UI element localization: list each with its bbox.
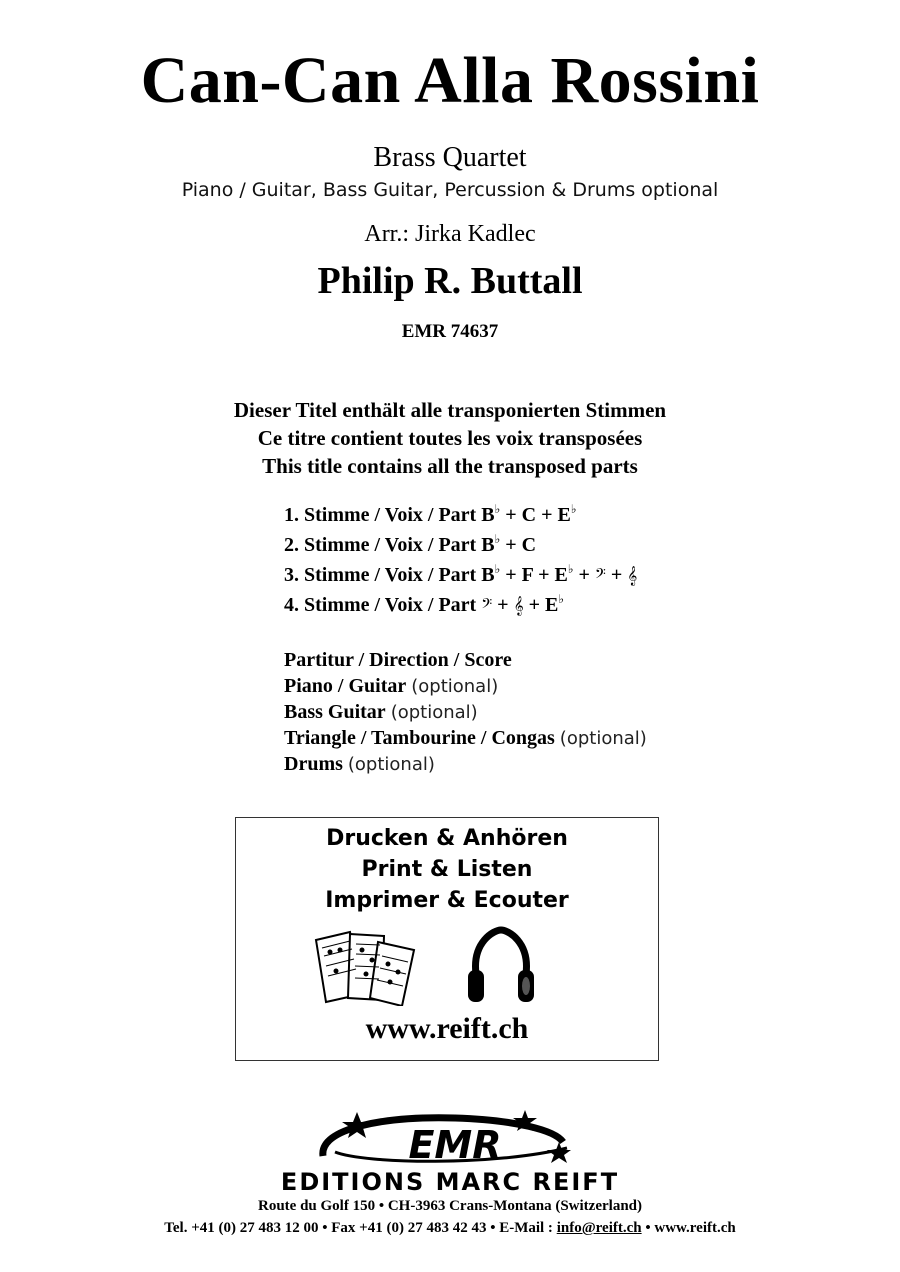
instrumentation-line: Piano / Guitar, Bass Guitar, Percussion & Drums optional [181, 179, 719, 201]
extra-optional: (optional) [347, 754, 435, 775]
email-link[interactable]: info@reift.ch [556, 1220, 642, 1236]
part-prefix: Stimme / Voix / Part [304, 594, 477, 616]
extra-name: Triangle / Tambourine / Congas [284, 727, 555, 749]
composer-name: Philip R. Buttall [317, 260, 583, 302]
emr-logo-text: EMR [408, 1123, 502, 1167]
headphones-icon [466, 926, 536, 1006]
extra-optional: (optional) [411, 676, 499, 697]
sheet-music-icon [310, 926, 420, 1006]
extra-part-percussion [284, 728, 647, 748]
key-rest: + E [528, 594, 559, 616]
website-link[interactable]: www.reift.ch [365, 1012, 529, 1045]
catalog-number: EMR 74637 [401, 321, 499, 342]
treble-clef-icon: 𝄞 [627, 566, 638, 586]
extra-name: Bass Guitar [284, 701, 386, 723]
publisher-address: Route du Golf 150 • CH-3963 Crans-Montana (Switzerland) [258, 1198, 642, 1214]
emr-logo [305, 1108, 595, 1174]
extra-optional: (optional) [390, 702, 478, 723]
print-box-line-english: Print & Listen [361, 857, 533, 882]
key-rest: + F + E [505, 564, 568, 586]
flat-sign: ♭ [558, 592, 565, 606]
arranger-credit: Arr.: Jirka Kadlec [364, 221, 536, 247]
part-4-line [284, 593, 564, 615]
extra-part-score [284, 650, 512, 670]
part-number: 3. [284, 564, 299, 586]
flat-sign: ♭ [570, 502, 577, 516]
publisher-name: EDITIONS MARC REIFT [280, 1168, 620, 1196]
extra-part-piano [284, 676, 498, 696]
bass-clef-icon: 𝄢 [481, 596, 493, 616]
print-listen-box [235, 817, 659, 1061]
flat-sign: ♭ [494, 562, 501, 576]
treble-clef-icon: 𝄞 [513, 596, 524, 616]
contact-phone-fax: Tel. +41 (0) 27 483 12 00 • Fax +41 (0) 27 483 42 43 • E-Mail : [164, 1220, 557, 1236]
bass-clef-icon: 𝄢 [594, 566, 606, 586]
flat-sign: ♭ [567, 562, 574, 576]
part-prefix: Stimme / Voix / Part [304, 534, 477, 556]
notice-french: Ce titre contient toutes les voix transposées [257, 426, 643, 450]
extra-optional: (optional) [559, 728, 647, 749]
key-rest: + C [505, 534, 537, 556]
notice-english: This title contains all the transposed parts [262, 454, 638, 478]
part-1-line [284, 503, 576, 525]
key-b: B [481, 564, 495, 586]
key-b: B [481, 534, 495, 556]
plus-sign: + [610, 564, 623, 586]
page-title: Can-Can Alla Rossini [140, 44, 760, 117]
notice-german: Dieser Titel enthält alle transponierten Stimmen [233, 398, 667, 422]
part-3-line [284, 563, 637, 585]
part-number: 1. [284, 504, 299, 526]
part-prefix: Stimme / Voix / Part [304, 504, 477, 526]
plus-sign: + [578, 564, 590, 586]
contact-website[interactable]: • www.reift.ch [641, 1220, 736, 1236]
extra-name: Partitur / Direction / Score [284, 649, 512, 671]
ensemble-subtitle: Brass Quartet [373, 142, 527, 173]
extra-name: Drums [284, 753, 343, 775]
key-rest: + C + E [505, 504, 571, 526]
extra-part-drums [284, 754, 435, 774]
extra-name: Piano / Guitar [284, 675, 407, 697]
extra-part-bass [284, 702, 478, 722]
plus-sign: + [497, 594, 509, 616]
part-number: 4. [284, 594, 299, 616]
flat-sign: ♭ [494, 502, 501, 516]
publisher-contact [0, 1221, 900, 1236]
flat-sign: ♭ [494, 532, 501, 546]
key-b: B [481, 504, 495, 526]
print-box-line-french: Imprimer & Ecouter [325, 888, 569, 913]
print-box-line-german: Drucken & Anhören [326, 826, 568, 851]
part-prefix: Stimme / Voix / Part [304, 564, 477, 586]
part-2-line [284, 533, 536, 555]
part-number: 2. [284, 534, 299, 556]
